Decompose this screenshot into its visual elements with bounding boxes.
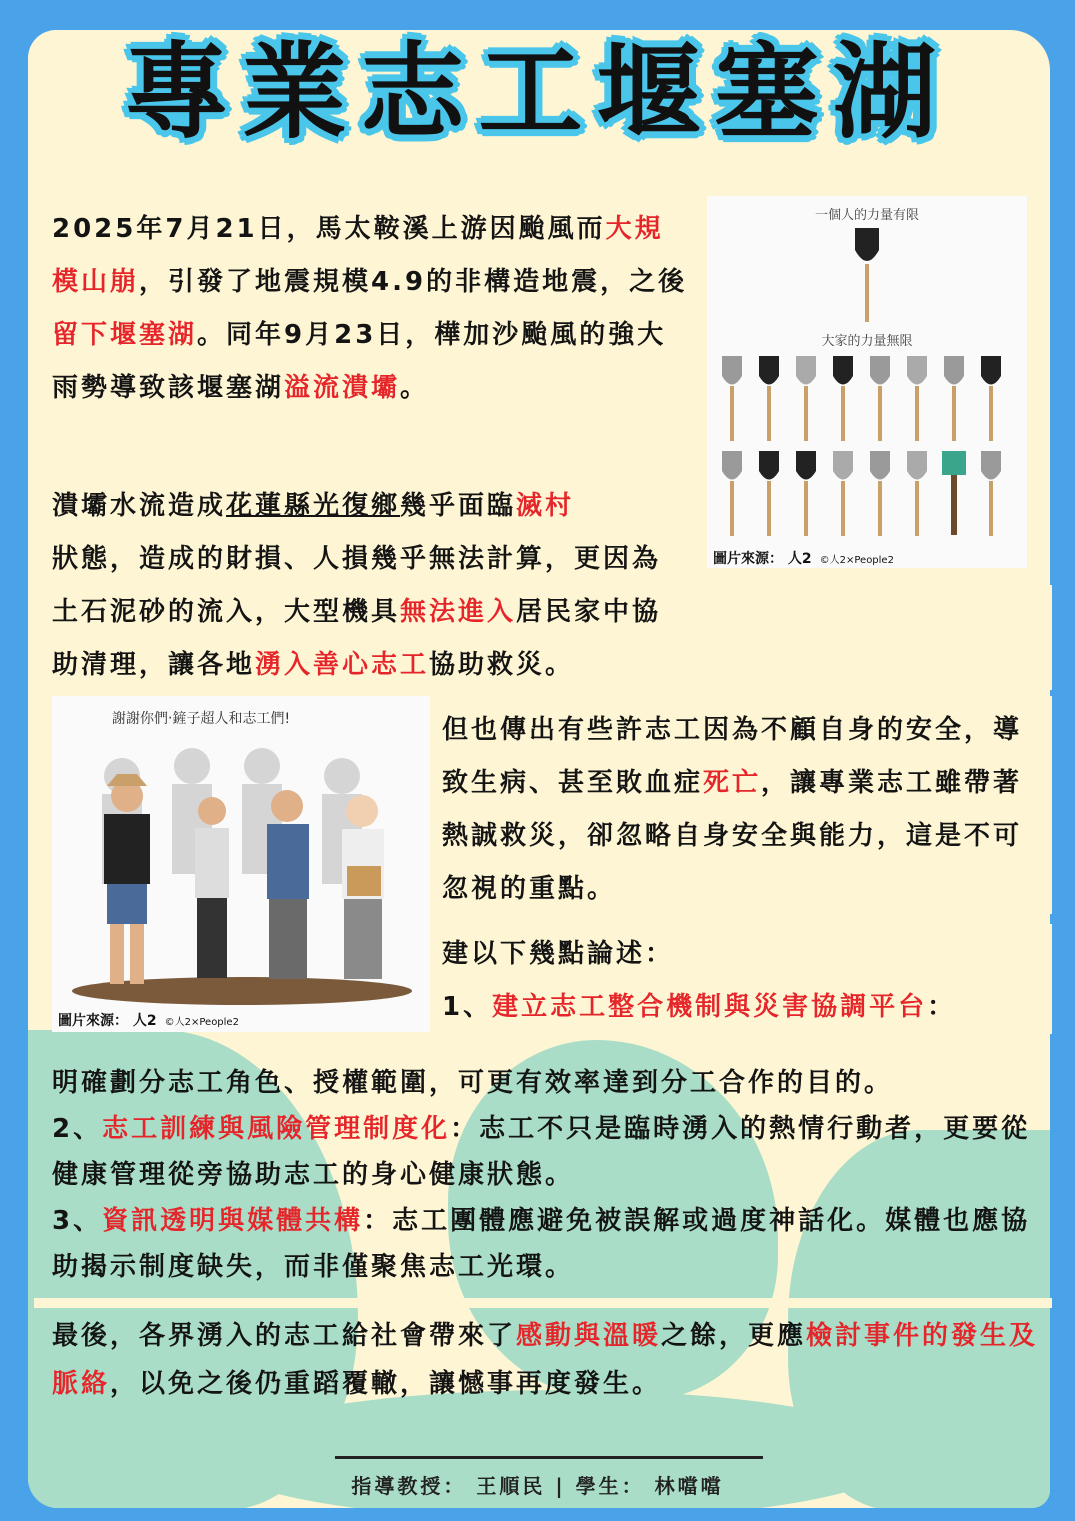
highlight: 感動與溫暖	[516, 1321, 662, 1351]
highlight: 資訊透明與媒體共構	[102, 1206, 364, 1236]
damage-paragraph-top	[52, 480, 680, 533]
illustration-label: 謝謝你們‧鏟子超人和志工們!	[112, 711, 291, 727]
point-2	[52, 1106, 1042, 1198]
point-number: 2、	[52, 1114, 103, 1144]
illustration-label-mid: 大家的力量無限	[821, 334, 913, 349]
highlight: 志工訓練與風險管理制度化	[102, 1114, 451, 1144]
text: 潰壩水流造成	[52, 491, 227, 521]
conclusion-divider	[34, 1298, 1052, 1308]
points-intro: 建以下幾點論述：	[442, 939, 675, 969]
points-details	[52, 1060, 1042, 1290]
text: 2025年7月21日，馬太鞍溪上游因颱風而	[52, 214, 606, 244]
volunteers-icon	[62, 736, 422, 1006]
text: ：志工不只是臨時湧入的熱情行動者，更要從健康管理從旁協助志工的身心健康狀態。	[52, 1114, 1031, 1190]
source-text: 圖片來源： 人2	[58, 1013, 157, 1029]
risk-paragraph	[442, 704, 1042, 916]
point-number: 3、	[52, 1206, 103, 1236]
text: 。同年9月23日，樺加沙颱風的強大雨勢導致該堰塞湖	[52, 320, 667, 403]
highlight: 留下堰塞湖	[52, 320, 198, 350]
text: 居民家中協助清理，讓各地	[52, 597, 662, 680]
text: ，以免之後仍重蹈覆轍，讓憾事再度發生。	[110, 1369, 662, 1399]
highlight: 無法進入	[400, 597, 517, 627]
volunteers-illustration	[52, 696, 430, 1032]
point-number: 1、	[442, 992, 493, 1022]
text: ：志工團體應避免被誤解或過度神話化。媒體也應協助揭示制度缺失，而非僅聚焦志工光環。	[52, 1206, 1031, 1282]
highlight: 湧入善心志工	[255, 650, 430, 680]
highlight: 建立志工整合機制與災害協調平台	[492, 992, 928, 1022]
point-1-heading	[442, 981, 1047, 1034]
shovels-illustration	[707, 196, 1027, 568]
text: 最後，各界湧入的志工給社會帶來了	[52, 1321, 517, 1351]
copyright-mark: ©人2×People2	[819, 555, 894, 566]
source-text: 圖片來源： 人2	[713, 551, 812, 567]
point-3	[52, 1198, 1042, 1290]
image-source-caption	[713, 548, 894, 568]
conclusion-paragraph	[52, 1312, 1052, 1408]
text: 狀態，造成的財損、人損幾乎無法計算，更因為土石泥砂的流入，大型機具	[52, 544, 662, 627]
image-source-caption	[58, 1010, 239, 1030]
footer-divider	[335, 1456, 763, 1459]
text: 協助救災。	[429, 650, 575, 680]
text: ：	[927, 992, 957, 1022]
highlight: 檢討事件的發生及脈絡	[52, 1321, 1039, 1399]
page-title: 專業志工堰塞湖	[124, 30, 951, 153]
damage-paragraph-bottom	[52, 533, 672, 692]
highlight: 大規模山崩	[52, 214, 664, 297]
underlined-location: 花蓮縣光復鄉	[226, 491, 401, 521]
text: ，引發了地震規模4.9的非構造地震，之後	[139, 267, 688, 297]
text: ，讓專業志工雖帶著熱誠救災，卻忽略自身安全與能力，這是不可忽視的重點。	[442, 768, 1023, 904]
text: 。	[400, 373, 430, 403]
point-1-detail: 明確劃分志工角色、授權範圍，可更有效率達到分工合作的目的。	[52, 1068, 894, 1098]
text: 之餘，更應	[661, 1321, 807, 1351]
single-shovel-icon	[847, 226, 887, 326]
footer-credits: 指導教授： 王順民 | 學生： 林噹噹	[351, 1474, 724, 1498]
highlight: 滅村	[516, 491, 575, 521]
text: 但也傳出有些許志工因為不顧自身的安全，導致生病、甚至敗血症	[442, 715, 1023, 798]
text: 幾乎面臨	[400, 491, 517, 521]
illustration-label-top: 一個人的力量有限	[814, 208, 919, 223]
highlight: 溢流潰壩	[284, 373, 401, 403]
intro-paragraph	[52, 203, 692, 415]
highlight: 死亡	[703, 768, 762, 798]
many-shovels-icon	[717, 351, 1017, 551]
copyright-mark: ©人2×People2	[164, 1017, 239, 1028]
